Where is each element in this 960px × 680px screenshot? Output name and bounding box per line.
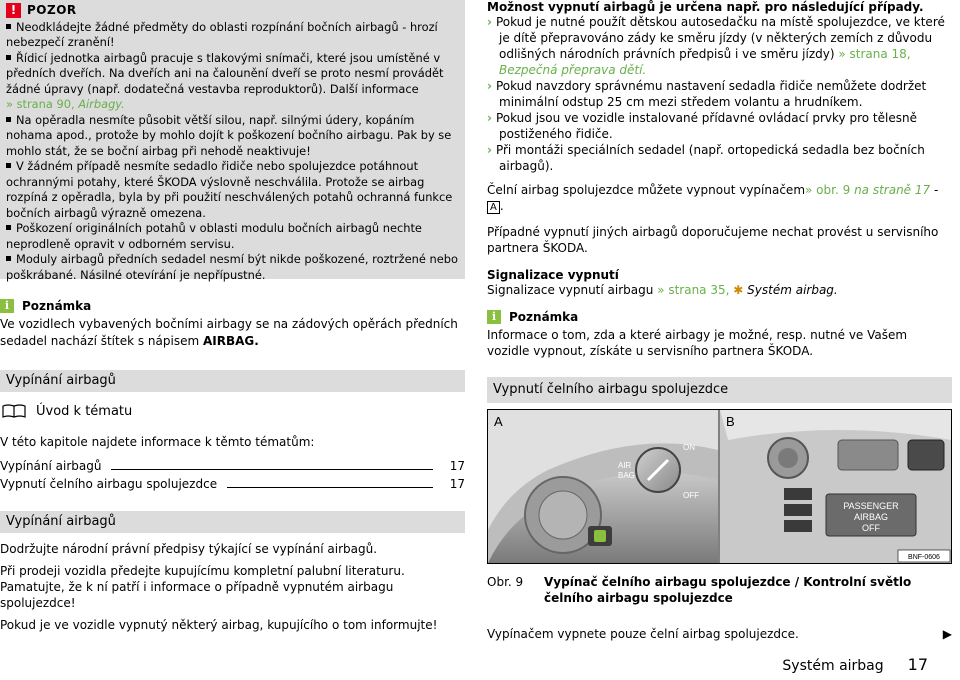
arrow-icon: › (487, 79, 492, 93)
note-title: Poznámka (22, 299, 92, 313)
note-header (487, 310, 952, 324)
lamp-line-1: PASSENGER (843, 501, 899, 511)
toc-intro: V této kapitole najdete informace k těmto tématům: (0, 435, 315, 449)
bullet-icon (6, 225, 11, 230)
label-a-box: A (487, 201, 500, 214)
warning-item: V žádném případě nesmíte sedadlo řidiče nebo spolujezdce potáhnout ochrannými potahy, které ŠKODA výslovně neschválila. Protože se airbag rozpíná z opěradla, byla by při použití neschválených potahů ochranná funkce bočních airbagů výrazně omezena. (6, 159, 453, 220)
page-footer (782, 655, 928, 674)
book-icon (2, 404, 26, 418)
figure-illustration (487, 409, 952, 564)
info-icon: i (0, 299, 14, 313)
airbag-link[interactable]: » strana 90, Airbagy. (6, 97, 125, 111)
switch-bag-label: BAG (618, 471, 635, 480)
figure-link[interactable]: » obr. 9 na straně 17 (805, 183, 931, 197)
footer-section: Systém airbag (782, 658, 884, 674)
lamp-line-3: OFF (862, 523, 880, 533)
arrow-icon: › (487, 15, 492, 29)
airbag-warning-icon: ✱ (733, 283, 744, 297)
panel-b-label: B (726, 414, 735, 429)
case-item: › Pokud navzdory správnému nastavení sedadla řidiče nemůžete dodržet minimální odstup 25 cm mezi středem volantu a hrudníkem. (487, 79, 927, 109)
next-page-arrow-icon: ▶ (942, 627, 952, 641)
warning-box (0, 0, 465, 282)
section-title-airbag-deactivation-2: Vypínání airbagů (0, 511, 465, 533)
cases-heading: Možnost vypnutí airbagů je určena např. pro následující případy. (487, 0, 924, 14)
child-transport-link[interactable]: » strana 18, Bezpečná přeprava dětí. (499, 47, 911, 77)
arrow-icon: › (487, 111, 492, 125)
paragraph: Případné vypnutí jiných airbagů doporučujeme nechat provést u servisního partnera ŠKODA. (487, 225, 939, 255)
figure-title: Vypnutí čelního airbagu spolujezdce (487, 377, 952, 403)
warning-item: Neodkládejte žádné předměty do oblasti rozpínání bočních airbagů - hrozí nebezpečí zranění! (6, 19, 438, 49)
warning-item: Moduly airbagů předních sedadel nesmí být nikde poškozené, roztržené nebo poškrábané. Násilné otevírání je nepřípustné. (6, 252, 458, 282)
airbag-tag: AIRBAG. (203, 334, 259, 348)
case-item: › Pokud je nutné použít dětskou autosedačku na místě spolujezdce, ve které je dítě přepravováno zády ke směru jízdy (v některých zemích z důvodu odlišných národních právních předpisů i ve směru jízdy) » strana 18, Bezpečná přeprava dětí. (487, 15, 945, 77)
case-item: › Při montáži speciálních sedadel (např. ortopedická sedadla bez bočních airbagů). (487, 143, 925, 173)
paragraph: Vypínačem vypnete pouze čelní airbag spolujezdce. ▶ (487, 627, 952, 641)
figure-caption (487, 574, 952, 606)
toc-row[interactable]: Vypnutí čelního airbagu spolujezdce 17 (0, 477, 465, 491)
lamp-line-2: AIRBAG (853, 512, 889, 522)
warning-item: Řídicí jednotka airbagů pracuje s tlakovými snímači, které jsou umístěné v předních dveřích. Na dveřích ani na čalounění dveří se proto nesmí provádět žádné úpravy (např. dodatečná vestavba reproduktorů). Další informace » strana 90, Airbagy. (6, 50, 444, 111)
note-text: Ve vozidlech vybavených bočními airbagy se na zádových opěrách předních sedadel nachází štítek s nápisem AIRBAG. (0, 317, 458, 348)
paragraph: Čelní airbag spolujezdce můžete vypnout vypínačem» obr. 9 na straně 17 - A . (487, 183, 939, 213)
figure-code: BNF-0606 (908, 554, 940, 561)
signal-title: Signalizace vypnutí (487, 268, 619, 282)
switch-air-label: AIR (618, 461, 632, 470)
switch-off-label: OFF (683, 491, 699, 500)
bullet-icon (6, 117, 11, 122)
toc-row[interactable]: Vypínání airbagů 17 (0, 459, 465, 473)
warning-title: POZOR (27, 3, 77, 17)
toc-title: Úvod k tématu (36, 403, 133, 419)
case-item: › Pokud jsou ve vozidle instalované přídavné ovládací prvky pro tělesně postiženého řidiče. (487, 111, 917, 141)
section-title-airbag-deactivation: Vypínání airbagů (0, 370, 465, 392)
warning-header (6, 3, 459, 19)
figure-caption-text: Vypínač čelního airbagu spolujezdce / Kontrolní světlo čelního airbagu spolujezdce (544, 575, 912, 605)
toc-header (0, 398, 465, 425)
paragraph: Dodržujte národní právní předpisy týkající se vypínání airbagů. (0, 542, 378, 556)
right-column (487, 0, 952, 642)
left-column (0, 0, 465, 633)
signal-text: Signalizace vypnutí airbagu » strana 35, ✱ Systém airbag. (487, 283, 838, 297)
bullet-icon (6, 256, 11, 261)
note-header (0, 299, 465, 313)
bullet-icon (6, 55, 11, 60)
arrow-icon: › (487, 143, 492, 157)
dashboard-illustration (488, 410, 951, 563)
note-text: Informace o tom, zda a které airbagy je možné, resp. nutné ve Vašem vozidle vypnout, získáte u servisního partnera ŠKODA. (487, 328, 908, 358)
switch-on-label: ON (683, 443, 695, 452)
panel-a-label: A (494, 414, 503, 429)
exclamation-icon: ! (6, 3, 21, 18)
bullet-icon (6, 163, 11, 168)
warning-item: Na opěradla nesmíte působit větší silou, např. silnými údery, kopáním nohama apod., protože by mohlo dojít k poškození bočního airbagu. Pak by se mohlo stát, že se boční airbag při nehodě neaktivuje! (6, 112, 452, 158)
page-number: 17 (907, 655, 928, 674)
figure-number: Obr. 9 (487, 575, 524, 589)
warning-item: Poškození originálních potahů v oblasti modulu bočních airbagů nechte neprodleně opravit v odborném servisu. (6, 221, 422, 251)
info-icon: i (487, 310, 501, 324)
note-title: Poznámka (509, 310, 579, 324)
paragraph: Při prodeji vozidla předejte kupujícímu kompletní palubní literaturu. Pamatujte, že k ní patří i informace o případně vypnutém airbagu spolujezdce! (0, 564, 405, 610)
airbag-system-link[interactable]: » strana 35, (657, 283, 730, 297)
paragraph: Pokud je ve vozidle vypnutý některý airbag, kupujícího o tom informujte! (0, 618, 438, 632)
bullet-icon (6, 24, 11, 29)
